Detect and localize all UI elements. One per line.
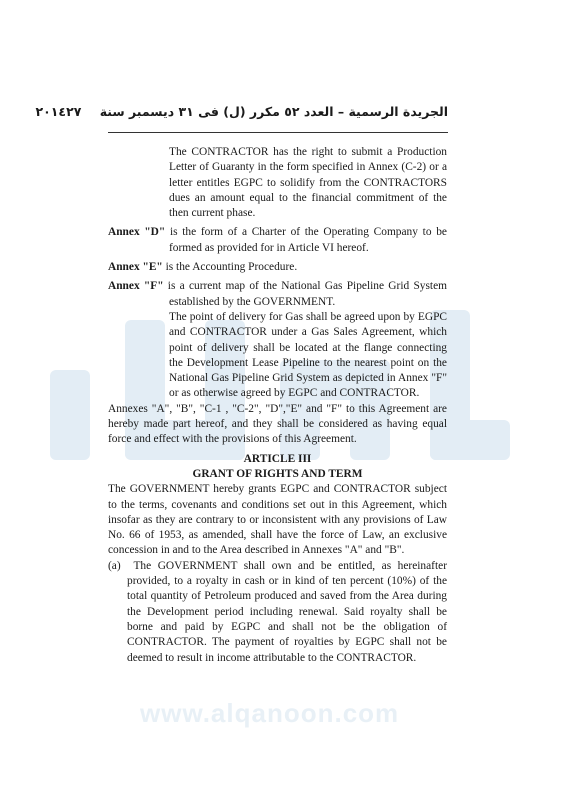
annex-d-label: Annex "D" bbox=[108, 226, 166, 239]
gazette-title: الجريدة الرسمية – العدد ٥٢ مكرر (ل) فى ٣١ ديسمبر سنة ٢٠١٤ bbox=[35, 104, 448, 119]
list-item-a-royalty: (a) The GOVERNMENT shall own and be entitled, as hereinafter provided, to a royalty in cash or in kind of ten percent (10%) of the total quantity of Petroleum produced and saved from the Area during the Development period including renewal. Said royalty shall be borne and paid by EGPC and shall not be the obligation of CONTRACTOR. The payment of royalties by EGPC shall not be deemed to result in income attributable to the CONTRACTOR. bbox=[108, 559, 447, 664]
annex-f-text: is a current map of the National Gas Pipeline Grid System established by the GOVERNMENT. bbox=[167, 280, 447, 308]
annex-e-entry bbox=[108, 260, 447, 275]
paragraph-gas-delivery: The point of delivery for Gas shall be agreed upon by EGPC and CONTRACTOR under a Gas Sales Agreement, which point of delivery shall be located at the flange connecting the Development Lease Pipeline to the nearest point on the National Gas Pipeline Grid System as depicted in Annex "F" or as otherwise agreed by EGPC and CONTRACTOR. bbox=[169, 310, 447, 400]
annex-d-entry bbox=[108, 225, 447, 256]
document-body bbox=[108, 145, 447, 666]
article-heading: ARTICLE III bbox=[243, 452, 312, 465]
annex-f-entry bbox=[108, 279, 447, 310]
page-number: ٢٧ bbox=[66, 104, 82, 119]
annex-d-text: is the form of a Charter of the Operating Company to be formed as provided for in Article VI hereof. bbox=[169, 226, 447, 254]
article-title: GRANT OF RIGHTS AND TERM bbox=[192, 467, 363, 480]
paragraph-grant: The GOVERNMENT hereby grants EGPC and CONTRACTOR subject to the terms, covenants and conditions set out in this Agreement, which insofar as they are contrary to or inconsistent with any provisions of Law No. 66 of 1953, as amended, shall have the force of Law, an exclusive concession in and to the Area described in Annexes "A" and "B". bbox=[108, 483, 447, 557]
annex-f-label: Annex "F" bbox=[108, 280, 164, 293]
annex-e-label: Annex "E" bbox=[108, 261, 163, 274]
header-rule bbox=[108, 132, 448, 133]
page-header bbox=[35, 104, 448, 119]
paragraph-c2-guaranty: The CONTRACTOR has the right to submit a Production Letter of Guaranty in the form specified in Annex (C-2) or a letter entitles EGPC to solidify from the CONTRACTORS dues an amount equal to the financial commitment of the then current phase. bbox=[169, 146, 447, 220]
watermark-url: www.alqanoon.com bbox=[140, 698, 400, 728]
annex-e-text: is the Accounting Procedure. bbox=[165, 261, 298, 274]
paragraph-annexes: Annexes "A", "B", "C-1 , "C-2", "D","E" and "F" to this Agreement are hereby made part hereof, and they shall be considered as having equal force and effect with the provisions of this Agreement. bbox=[108, 402, 447, 446]
